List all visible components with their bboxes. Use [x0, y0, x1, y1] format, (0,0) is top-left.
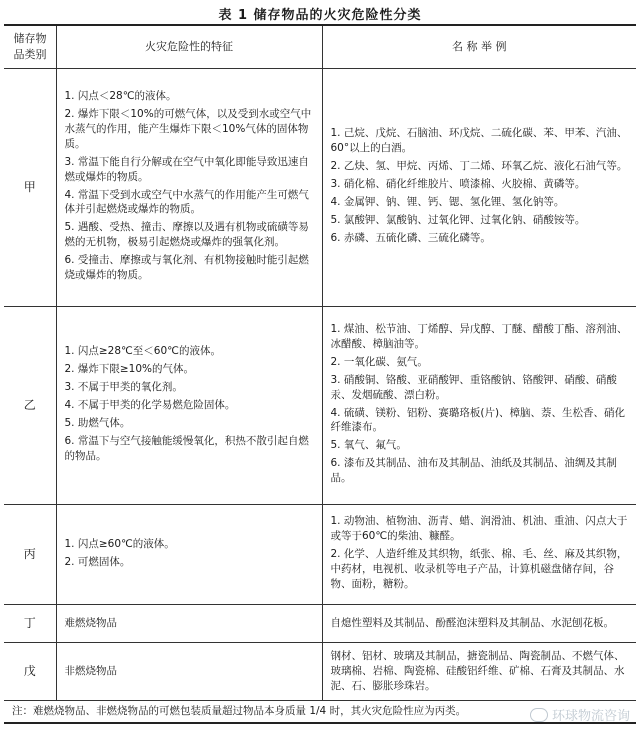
feature-item: 1. 闪点≥60℃的液体。 [64, 537, 175, 550]
features-cell [56, 307, 322, 505]
example-item: 3. 硝酸铜、铬酸、亚硝酸钾、重铬酸钠、铬酸钾、硝酸、硝酸汞、发烟硫酸、漂白粉。 [330, 373, 617, 401]
feature-item: 3. 常温下能自行分解或在空气中氧化即能导致迅速自燃或爆炸的物质。 [64, 155, 309, 183]
fire-hazard-table [4, 24, 636, 724]
examples-cell [322, 69, 636, 307]
examples-cell: 自熄性塑料及其制品、酚醛泡沫塑料及其制品、水泥刨花板。 [322, 605, 636, 643]
category-cell: 戊 [4, 643, 56, 701]
table-note: 注：难燃烧物品、非燃烧物品的可燃包装质量超过物品本身质量 1/4 时，其火灾危险性应为丙类。 [4, 701, 636, 723]
feature-item: 2. 爆炸下限≥10%的气体。 [64, 363, 194, 376]
example-item: 1. 动物油、植物油、沥青、蜡、润滑油、机油、重油、闪点大于或等于60℃的柴油、糠醛。 [330, 515, 628, 543]
examples-cell: 钢材、铝材、玻璃及其制品，搪瓷制品、陶瓷制品、不燃气体、玻璃棉、岩棉、陶瓷棉、硅酸铝纤维、矿棉、石膏及其制品、水泥、石、膨胀珍珠岩。 [322, 643, 636, 701]
example-item: 2. 一氧化碳、氨气。 [330, 355, 428, 368]
examples-cell [322, 307, 636, 505]
example-item: 6. 赤磷、五硫化磷、三硫化磷等。 [330, 231, 491, 244]
table-row [4, 505, 636, 605]
features-cell: 非燃烧物品 [56, 643, 322, 701]
feature-item: 1. 闪点≥28℃至＜60℃的液体。 [64, 345, 221, 358]
example-item: 6. 漆布及其制品、油布及其制品、油纸及其制品、油绸及其制品。 [330, 457, 617, 485]
example-item: 4. 硫磺、镁粉、铝粉、赛璐珞板(片)、樟脑、萘、生松香、硝化纤维漆布。 [330, 406, 626, 434]
category-cell: 乙 [4, 307, 56, 505]
feature-item: 2. 爆炸下限＜10%的可燃气体，以及受到水或空气中水蒸气的作用，能产生爆炸下限＜10%气体的固体物质。 [64, 107, 312, 150]
example-item: 2. 化学、人造纤维及其织物，纸张、棉、毛、丝、麻及其织物，中药材，电视机、收录机等电子产品，计算机磁盘储存间，谷物、面粉，糖粉。 [330, 548, 628, 590]
table-header-row [4, 25, 636, 69]
example-item: 1. 煤油、松节油、丁烯醇、异戊醇、丁醚、醋酸丁酯、溶剂油、冰醋酸、樟脑油等。 [330, 322, 628, 350]
examples-cell [322, 505, 636, 605]
feature-item: 1. 闪点＜28℃的液体。 [64, 90, 177, 103]
feature-item: 2. 可燃固体。 [64, 555, 131, 568]
header-examples: 名 称 举 例 [322, 25, 636, 69]
feature-item: 3. 不属于甲类的氧化剂。 [64, 381, 183, 394]
example-item: 2. 乙炔、氢、甲烷、丙烯、丁二烯、环氧乙烷、液化石油气等。 [330, 160, 628, 173]
example-item: 3. 硝化棉、硝化纤维胶片、喷漆棉、火胶棉、黄磷等。 [330, 178, 586, 191]
features-cell: 难燃烧物品 [56, 605, 322, 643]
watermark [530, 705, 630, 724]
feature-item: 6. 常温下与空气接触能缓慢氧化，积热不散引起自燃的物品。 [64, 434, 309, 462]
category-cell: 甲 [4, 69, 56, 307]
category-cell: 丙 [4, 505, 56, 605]
table-row [4, 605, 636, 643]
header-features: 火灾危险性的特征 [56, 25, 322, 69]
features-cell [56, 505, 322, 605]
feature-item: 5. 助燃气体。 [64, 416, 131, 429]
example-item: 1. 己烷、戊烷、石脑油、环戊烷、二硫化碳、苯、甲苯、汽油、60°以上的白酒。 [330, 127, 628, 155]
feature-item: 4. 不属于甲类的化学易燃危险固体。 [64, 399, 236, 412]
example-item: 5. 氯酸钾、氯酸钠、过氧化钾、过氧化钠、硝酸铵等。 [330, 213, 586, 226]
watermark-text: 环球物流咨询 [551, 709, 630, 724]
feature-item: 5. 遇酸、受热、撞击、摩擦以及遇有机物或硫磺等易燃的无机物，极易引起燃烧或爆炸的强氧化剂。 [64, 221, 309, 249]
table-row [4, 307, 636, 505]
table-row [4, 69, 636, 307]
table-title: 表 1 储存物品的火灾危险性分类 [218, 8, 422, 23]
features-cell [56, 69, 322, 307]
category-cell: 丁 [4, 605, 56, 643]
feature-item: 4. 常温下受到水或空气中水蒸气的作用能产生可燃气体并引起燃烧或爆炸的物质。 [64, 188, 309, 216]
header-category: 储存物品类别 [4, 25, 56, 69]
table-row [4, 643, 636, 701]
example-item: 5. 氧气、氟气。 [330, 439, 407, 452]
wechat-icon [530, 708, 548, 722]
example-item: 4. 金属钾、钠、锂、钙、锶、氢化锂、氢化钠等。 [330, 195, 565, 208]
feature-item: 6. 受撞击、摩擦或与氧化剂、有机物接触时能引起燃烧或爆炸的物质。 [64, 254, 309, 282]
